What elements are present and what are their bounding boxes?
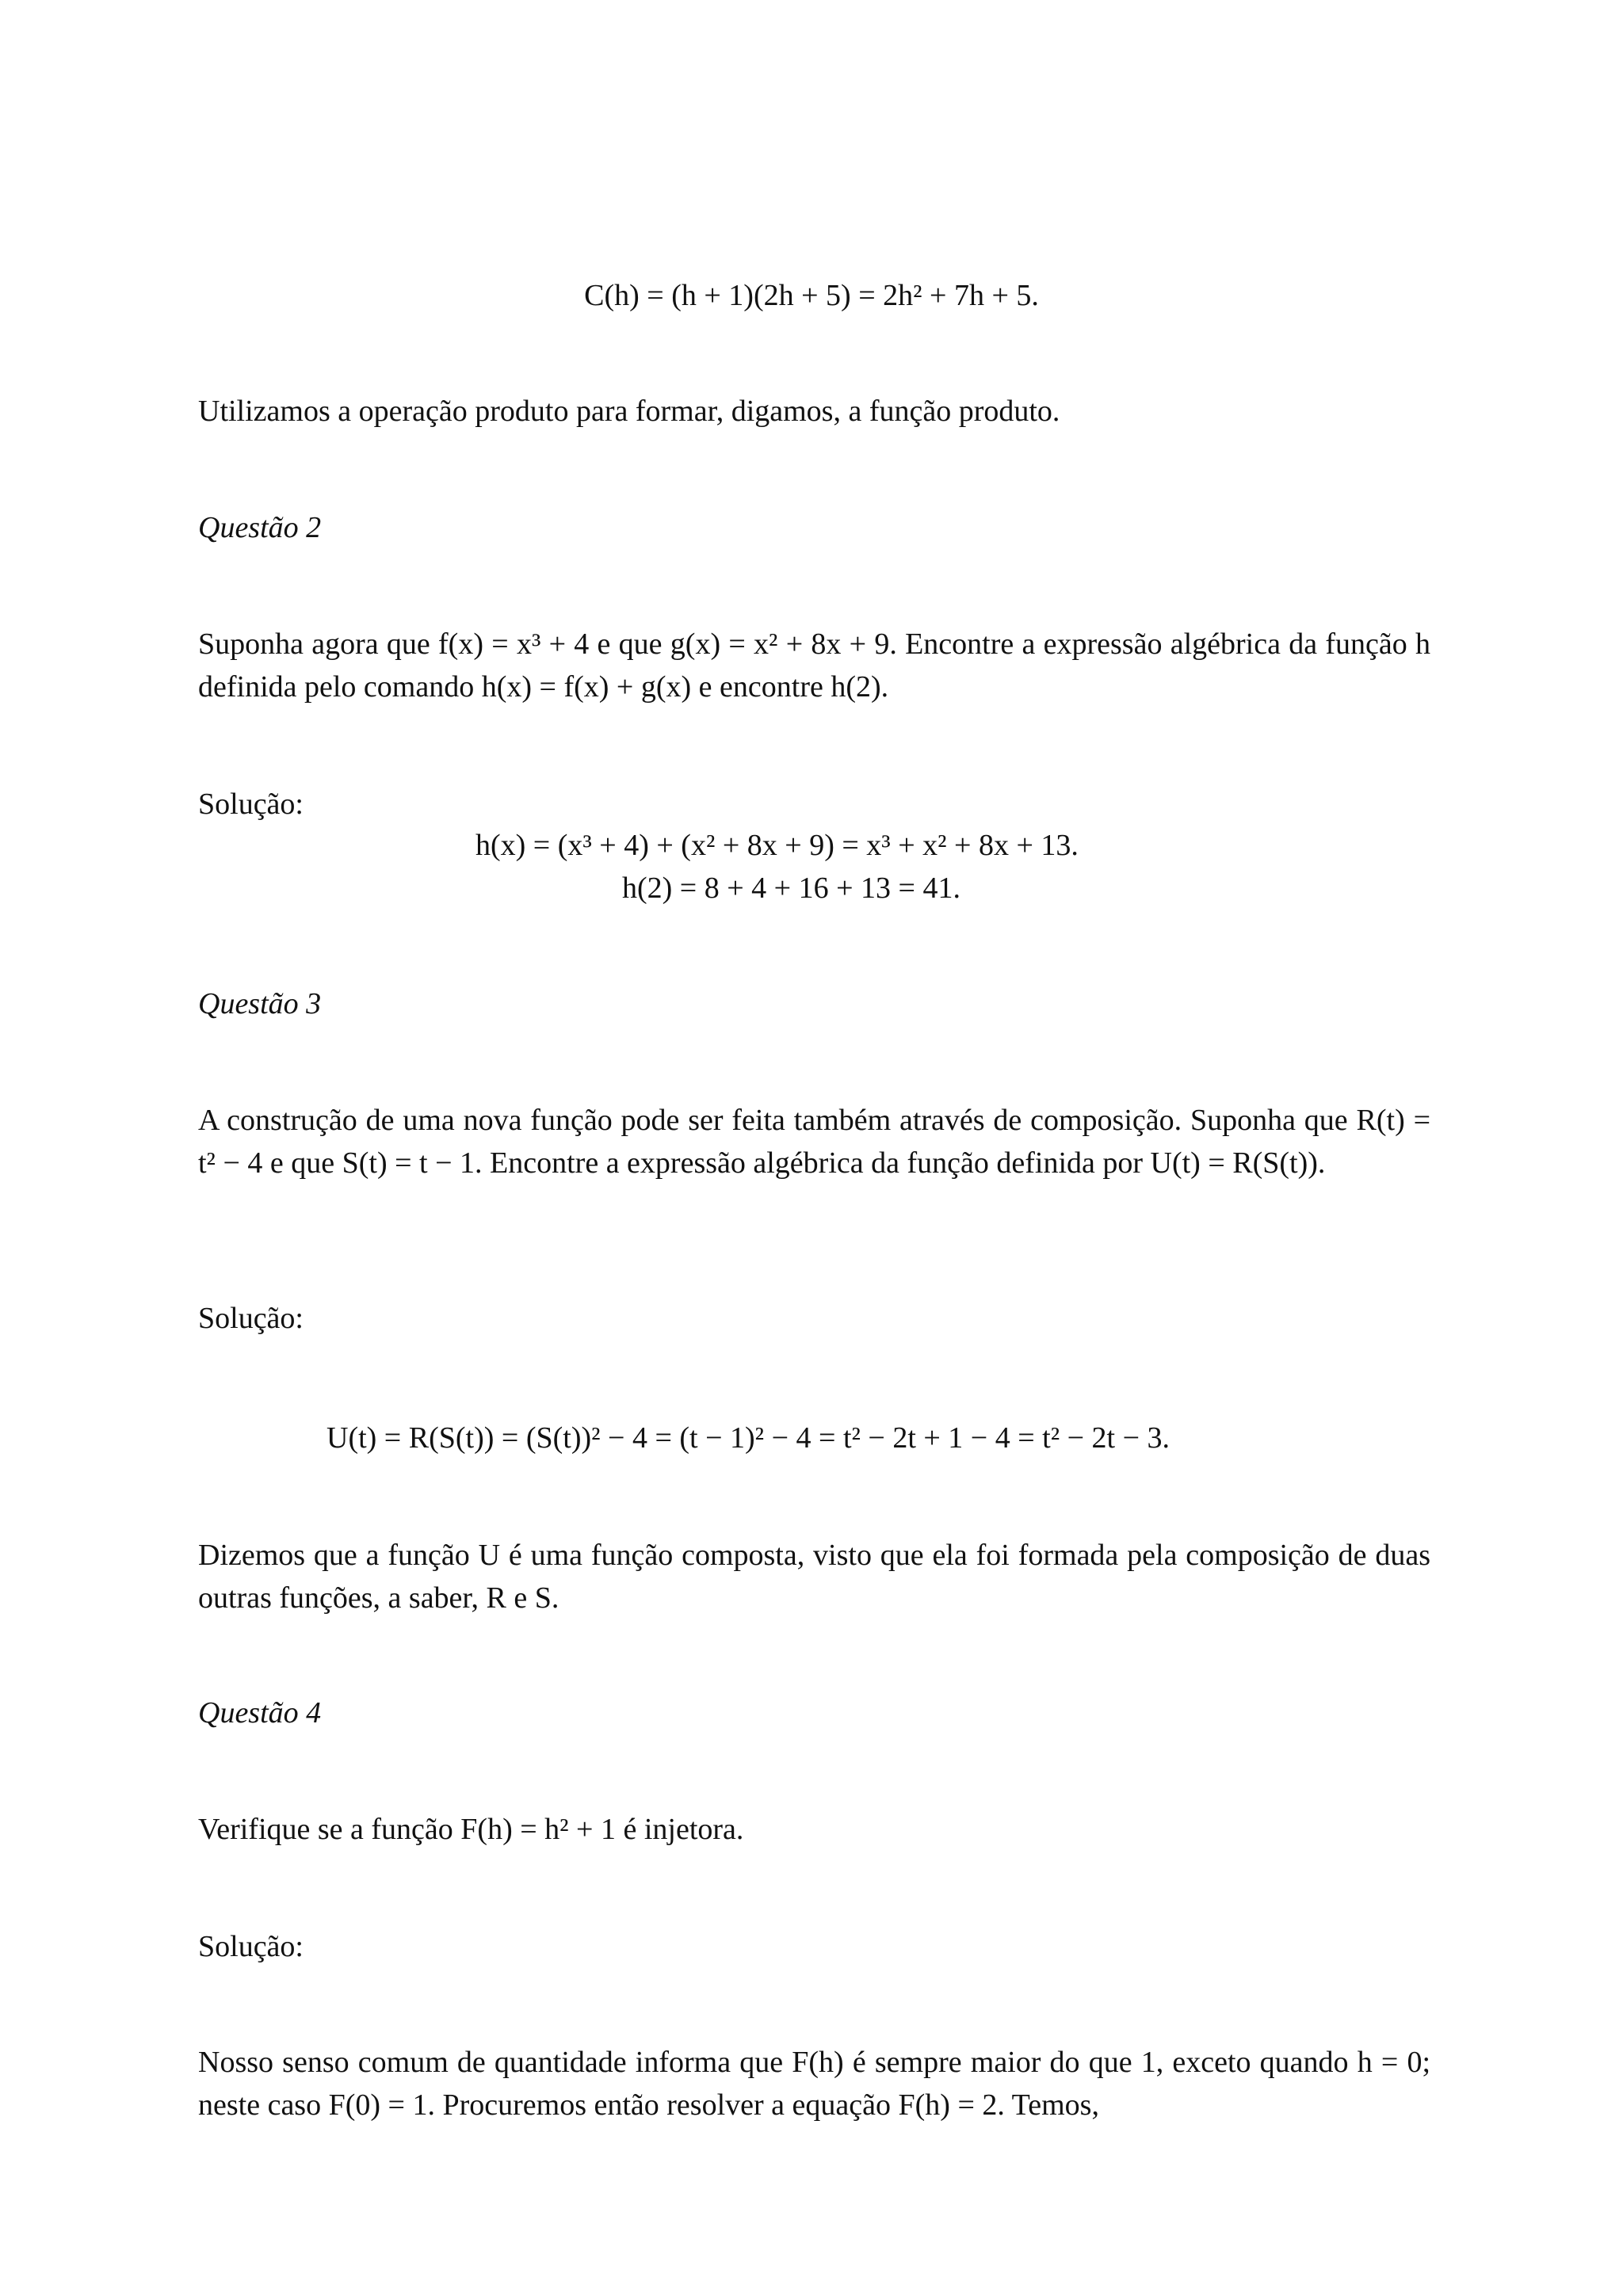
heading-questao-4: Questão 4 — [198, 1696, 322, 1730]
paragraph-product: Utilizamos a operação produto para formar, digamos, a função produto. — [198, 395, 1060, 428]
heading-questao-3: Questão 3 — [198, 987, 322, 1020]
questao-2-statement: Suponha agora que f(x) = x³ + 4 e que g(x) = x² + 8x + 9. Encontre a expressão algébrica da função h definida pelo comando h(x) = f(x) + g(x) e encontre h(2). — [198, 627, 1430, 704]
questao-3-equation: U(t) = R(S(t)) = (S(t))² − 4 = (t − 1)² − 4 = t² − 2t + 1 − 4 = t² − 2t − 3. — [327, 1421, 1170, 1455]
questao-2-equation-2: h(2) = 8 + 4 + 16 + 13 = 41. — [622, 871, 960, 905]
heading-questao-2: Questão 2 — [198, 511, 322, 544]
questao-4-statement: Verifique se a função F(h) = h² + 1 é injetora. — [198, 1813, 744, 1846]
questao-3-conclusion: Dizemos que a função U é uma função composta, visto que ela foi formada pela composição de duas outras funções, a saber, R e S. — [198, 1539, 1430, 1615]
questao-4-text: Nosso senso comum de quantidade informa que F(h) é sempre maior do que 1, exceto quando h = 0; neste caso F(0) = 1. Procuremos então resolver a equação F(h) = 2. Temos, — [198, 2046, 1430, 2122]
questao-2-solution-label: Solução: — [198, 788, 304, 821]
questao-3-solution-label: Solução: — [198, 1302, 304, 1335]
questao-3-statement: A construção de uma nova função pode ser feita também através de composição. Suponha que R(t) = t² − 4 e que S(t) = t − 1. Encontre a expressão algébrica da função definida por U(t) = R(S(t)). — [198, 1104, 1430, 1180]
equation-c-of-h: C(h) = (h + 1)(2h + 5) = 2h² + 7h + 5. — [584, 279, 1039, 312]
questao-2-equation-1: h(x) = (x³ + 4) + (x² + 8x + 9) = x³ + x² + 8x + 13. — [475, 829, 1079, 862]
questao-4-solution-label: Solução: — [198, 1930, 304, 1963]
